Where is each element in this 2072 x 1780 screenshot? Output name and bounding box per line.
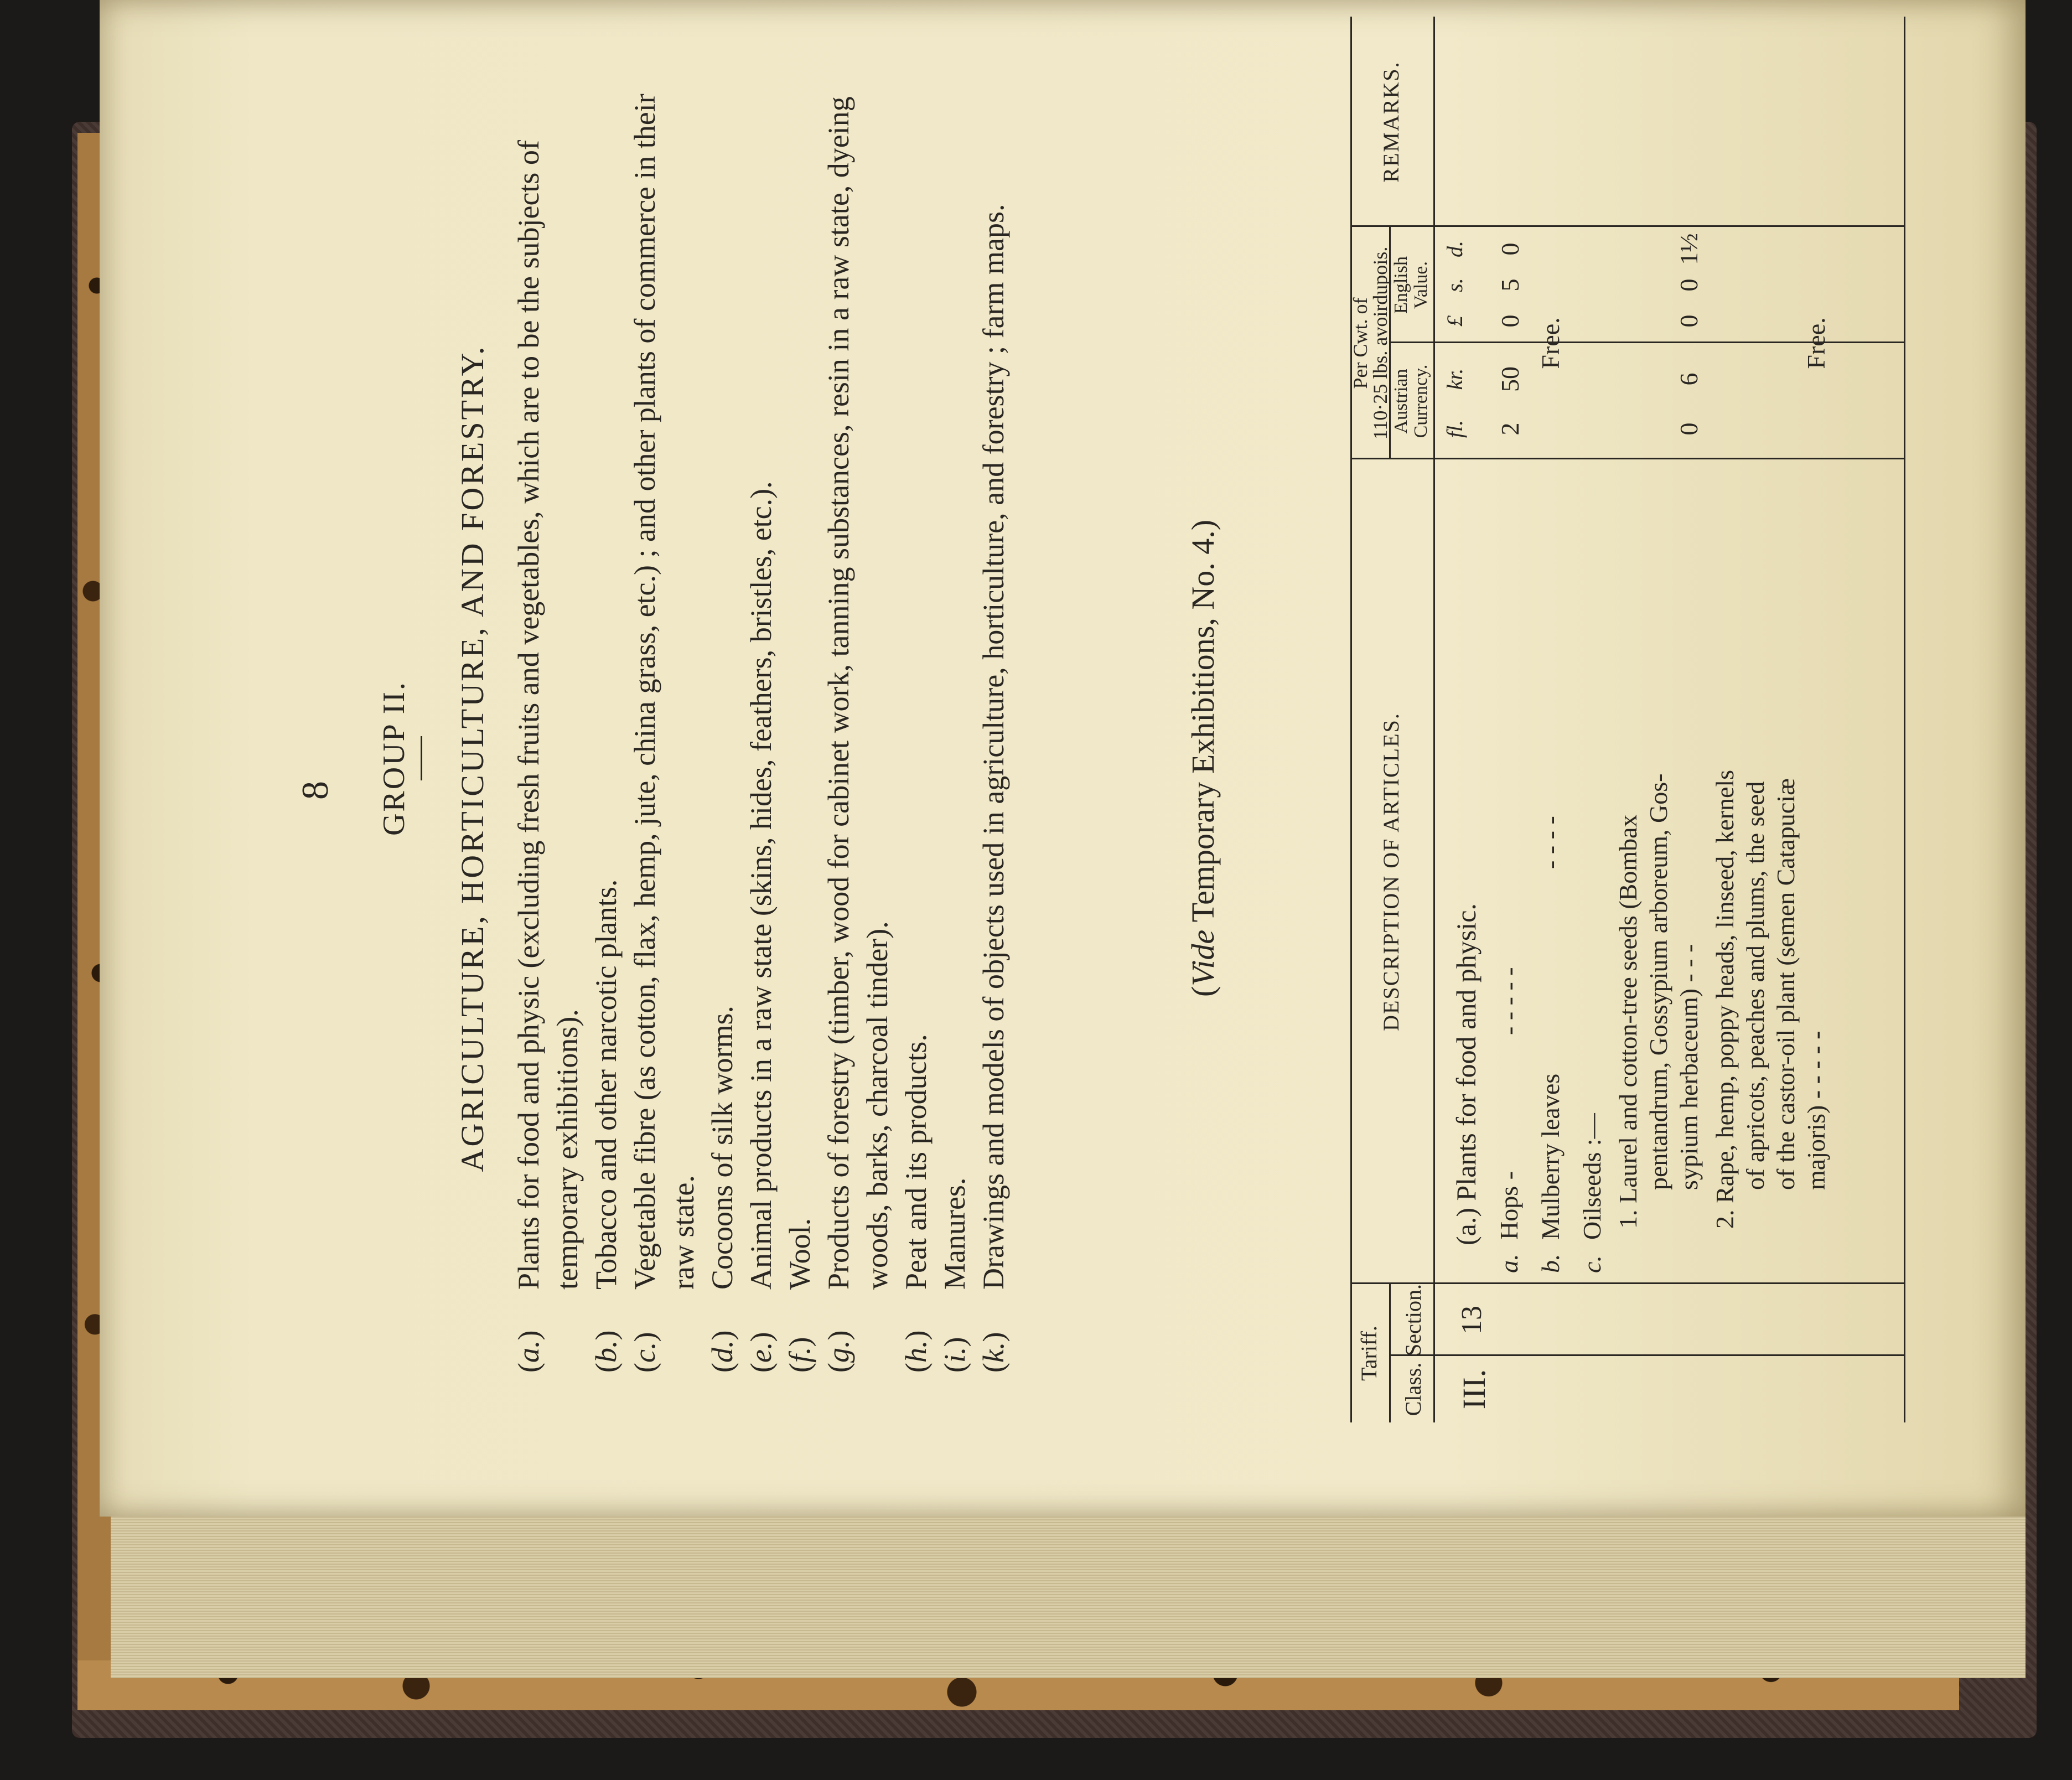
- list-item: (i.) Manures.: [938, 1177, 971, 1373]
- list-item: (b.) Tobacco and other narcotic plants.: [589, 879, 623, 1373]
- unit-pound: £: [1442, 315, 1467, 327]
- tariff-table: [1350, 17, 1915, 1422]
- unit-kr: kr.: [1442, 368, 1467, 390]
- list-item: (f.) Wool.: [783, 1218, 816, 1373]
- unit-pence: d.: [1442, 241, 1467, 257]
- tariff-header: Tariff.: [1356, 1326, 1381, 1381]
- table-subheading: (a.) Plants for food and physic.: [1451, 903, 1482, 1245]
- oilseed-1-pound: 0: [1675, 314, 1703, 328]
- mulberry-free: Free.: [1536, 317, 1565, 369]
- oilseed-2-line-4: majoris) - - - - -: [1802, 1031, 1830, 1190]
- mulberry-text: Mulberry leaves: [1536, 1073, 1565, 1240]
- tariff-subrule: [1389, 1284, 1391, 1422]
- list-item: (g.) Products of forestry (timber, wood for cabinet work, tanning substances, resin in a raw state, dyeing woods, barks, charcoal tinder).: [822, 96, 894, 1373]
- table-bottom-rule: [1904, 17, 1905, 1422]
- oilseed-1-line-2: pentandrum, Gossypium arboreum, Gos-: [1644, 773, 1672, 1190]
- class-value: III.: [1456, 1369, 1492, 1410]
- oilseed-1-line-1: 1. Laurel and cotton-tree seeds (Bombax: [1614, 814, 1642, 1229]
- remarks-header: REMARKS.: [1379, 61, 1403, 183]
- oilseed-2-line-3: of the castor-oil plant (semen Catapuciæ: [1771, 778, 1800, 1190]
- oilseed-2-line-1: 2. Rape, hemp, poppy heads, linseed, kernels: [1711, 769, 1739, 1229]
- group-title: GROUP II.: [377, 680, 411, 836]
- list-item: (k.) Drawings and models of objects used in agriculture, horticulture, and forestry ; farm maps.: [977, 204, 1010, 1373]
- list-item: (d.) Cocoons of silk worms.: [706, 1006, 739, 1373]
- per-cwt-header: Per Cwt. of 110·25 lbs. avoirdupois.: [1349, 246, 1391, 440]
- page-block-edges: [111, 1511, 2026, 1678]
- list-item: (c.) Vegetable fibre (as cotton, flax, hemp, jute, china grass, etc.) ; and other plants of commerce in their raw state.: [628, 94, 700, 1373]
- austrian-currency-header: Austrian Currency.: [1391, 364, 1431, 438]
- hops-pound: 0: [1496, 314, 1524, 328]
- class-header: Class.: [1401, 1362, 1426, 1416]
- hops-kr: 50: [1496, 366, 1524, 392]
- vide-note: (Vide Temporary Exhibitions, No. 4.): [1185, 519, 1221, 997]
- list-item: (e.) Animal products in a raw state (skins, hides, feathers, bristles, etc.).: [744, 481, 778, 1373]
- page-number: 8: [294, 781, 336, 800]
- hops-fl: 2: [1496, 422, 1524, 436]
- rotated-page-content: [294, 0, 2072, 1517]
- english-value-header: English Value.: [1391, 256, 1431, 314]
- oilseed-1-pence: 1½: [1675, 233, 1703, 265]
- unit-fl: fl.: [1442, 420, 1467, 438]
- oilseed-1-kr: 6: [1675, 372, 1703, 386]
- oilseed-1-line-3: sypium herbaceum) - - -: [1675, 944, 1703, 1190]
- mulberry-dashes: - - - -: [1536, 816, 1565, 869]
- hops-label: a.: [1495, 1254, 1523, 1273]
- hops-pence: 0: [1496, 242, 1524, 256]
- table-header-rule: [1433, 17, 1435, 1422]
- list-item: (h.) Peat and its products.: [899, 1034, 933, 1373]
- hops-shilling: 5: [1496, 278, 1524, 292]
- oilseed-1-shilling: 0: [1675, 278, 1703, 292]
- section-header: Section.: [1401, 1284, 1426, 1356]
- title-rule: [421, 736, 422, 780]
- oilseed-1-fl: 0: [1675, 422, 1703, 436]
- unit-shilling: s.: [1442, 278, 1467, 292]
- section-desc-divider: [1350, 1282, 1904, 1284]
- category-list: [509, 77, 1013, 1373]
- mulberry-label: b.: [1536, 1254, 1565, 1273]
- oilseed-2-line-2: of apricots, peaches and plums, the seed: [1741, 781, 1769, 1190]
- hops-text: Hops -: [1495, 1171, 1523, 1240]
- description-header: DESCRIPTION OF ARTICLES.: [1379, 712, 1403, 1031]
- list-item: (a.) Plants for food and physic (excluding fresh fruits and vegetables, which are to be the subjects of temporary exhibitions).: [512, 140, 584, 1373]
- hops-dashes: - - - - -: [1495, 967, 1523, 1035]
- book-page: [100, 0, 2026, 1517]
- section-value: 13: [1456, 1306, 1488, 1334]
- section-heading: AGRICULTURE, HORTICULTURE, AND FORESTRY.: [454, 344, 490, 1172]
- oilseeds-label: c.: [1578, 1255, 1606, 1273]
- oilseeds-text: Oilseeds :—: [1578, 1113, 1606, 1240]
- oilseed-2-free: Free.: [1802, 317, 1830, 369]
